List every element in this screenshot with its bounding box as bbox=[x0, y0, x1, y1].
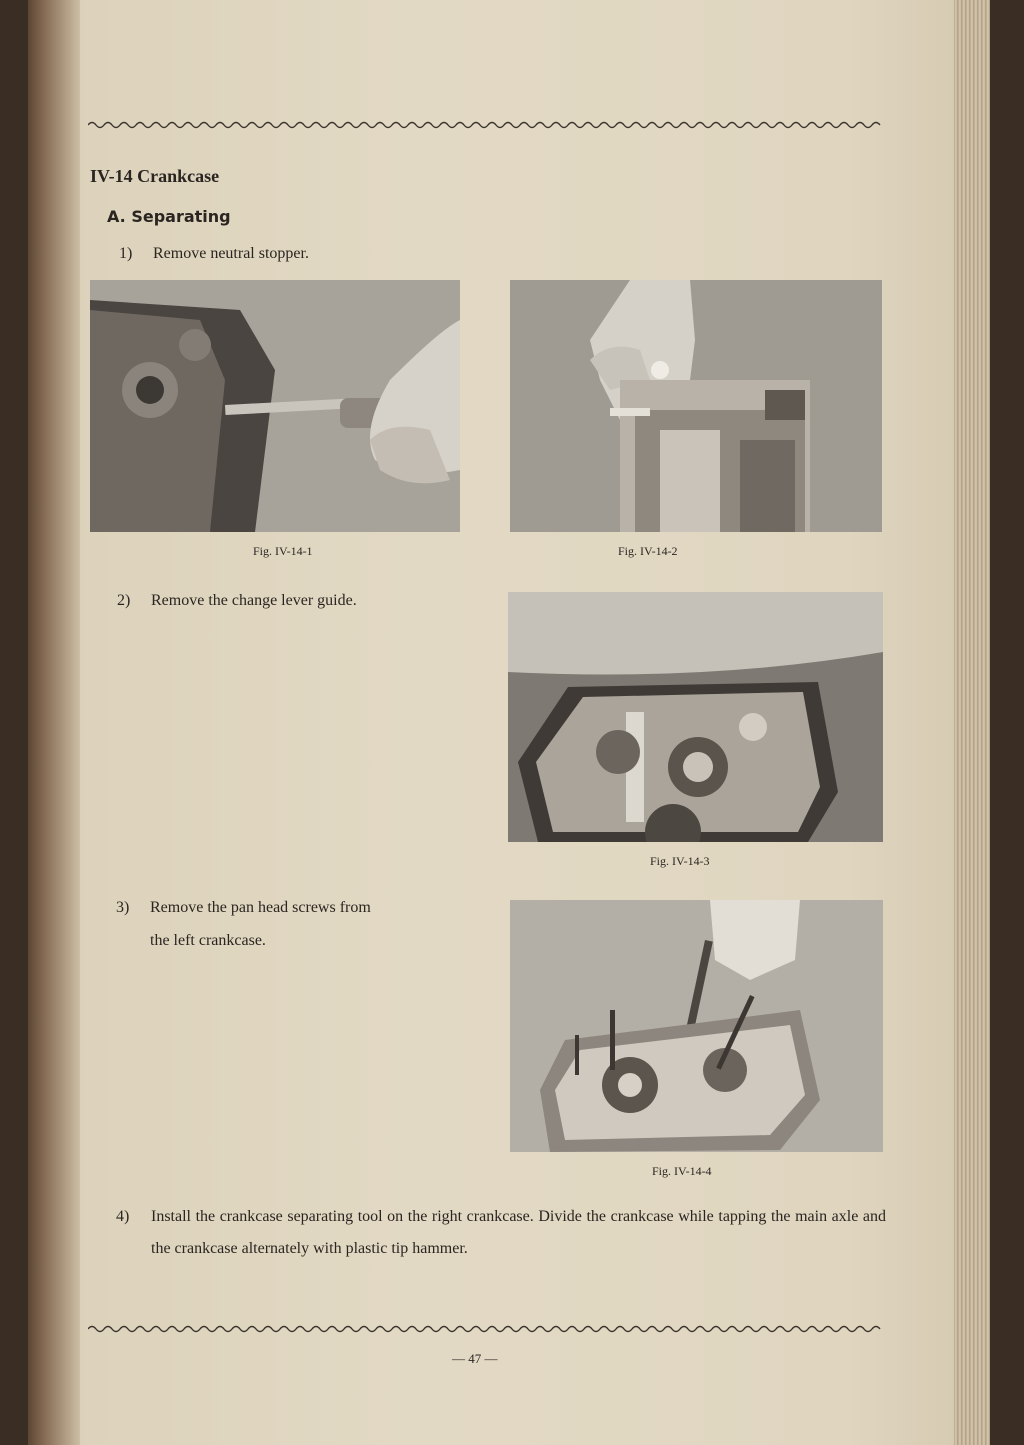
figure-1-photo bbox=[90, 280, 460, 532]
section-title: IV-14 Crankcase bbox=[90, 166, 220, 186]
figure-4-caption: Fig. IV-14-4 bbox=[652, 1164, 712, 1178]
step-3-number: 3) bbox=[116, 899, 130, 916]
step-1-number: 1) bbox=[119, 245, 133, 262]
figure-3-photo bbox=[508, 592, 883, 842]
figure-4-photo bbox=[510, 900, 883, 1152]
subsection-title: A. Separating bbox=[107, 207, 231, 226]
step-4-number: 4) bbox=[116, 1208, 130, 1225]
figure-3-caption: Fig. IV-14-3 bbox=[650, 854, 710, 868]
step-2-number: 2) bbox=[117, 592, 131, 609]
step-2-text: Remove the change lever guide. bbox=[151, 592, 357, 609]
page-number: — 47 — bbox=[452, 1351, 498, 1366]
figure-1-caption: Fig. IV-14-1 bbox=[253, 544, 313, 558]
step-3-text-line2: the left crankcase. bbox=[150, 932, 266, 949]
book-gutter bbox=[28, 0, 80, 1445]
step-4-text: Install the crankcase separating tool on the right crankcase. Divide the crankcase while tapping the main axle and the crankcase alternately with plastic tip hammer. bbox=[151, 1208, 886, 1257]
figure-2-photo bbox=[510, 280, 882, 532]
page-edges bbox=[954, 0, 990, 1445]
step-1-text: Remove neutral stopper. bbox=[153, 245, 309, 262]
top-decorative-rule bbox=[88, 120, 884, 130]
step-3-text-line1: Remove the pan head screws from bbox=[150, 899, 371, 916]
bottom-decorative-rule bbox=[88, 1324, 884, 1334]
figure-2-caption: Fig. IV-14-2 bbox=[618, 544, 678, 558]
